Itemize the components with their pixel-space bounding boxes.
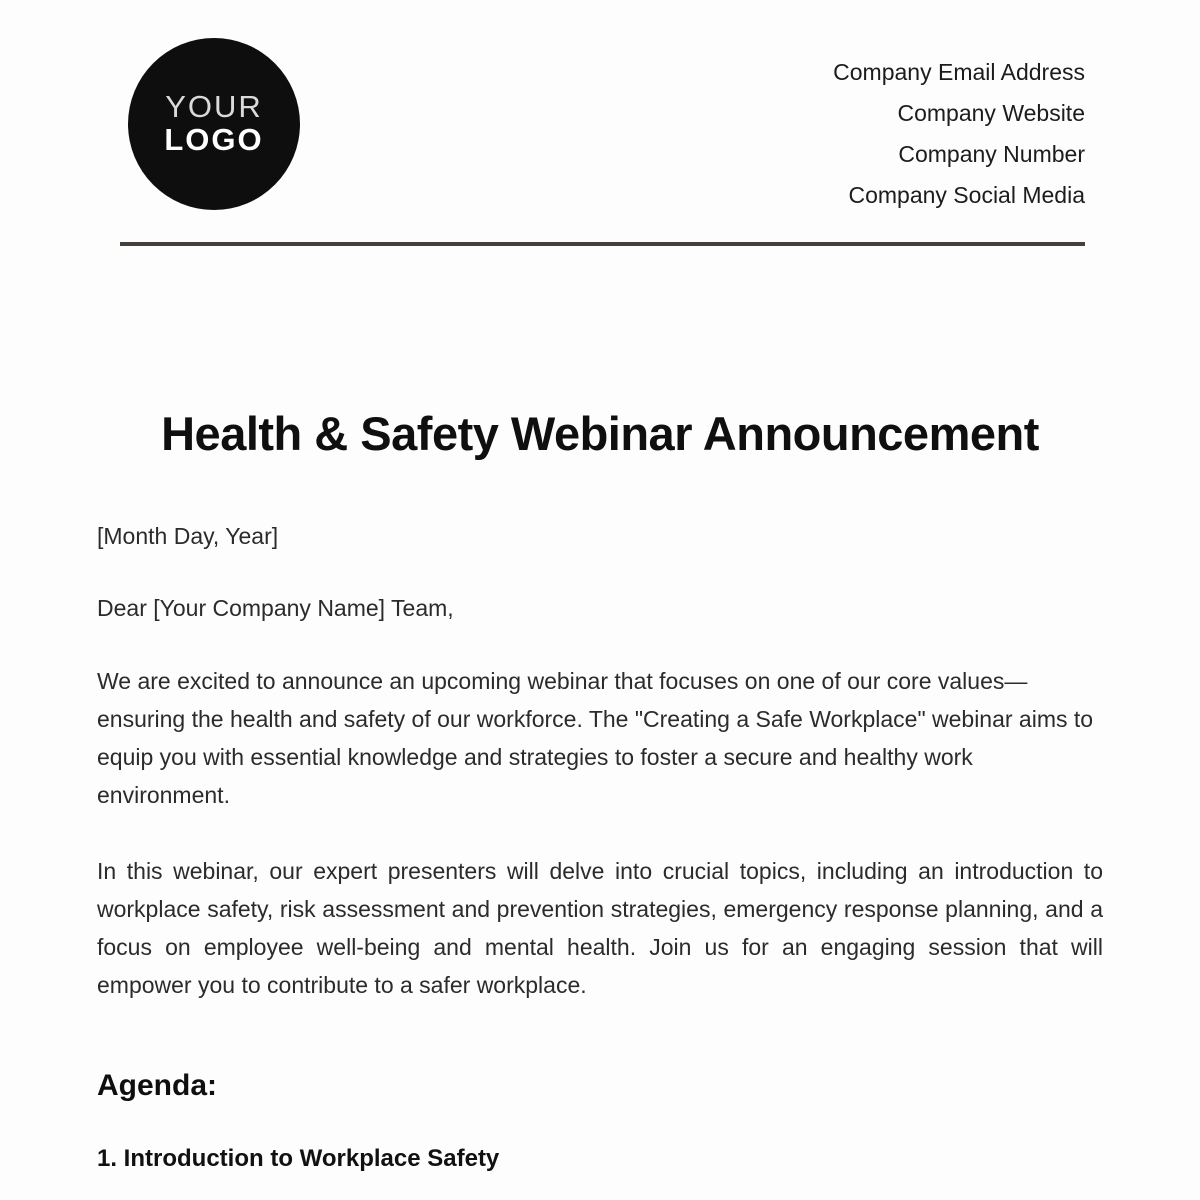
contact-line-number: Company Number: [898, 141, 1085, 167]
header-divider-rule: [120, 242, 1085, 246]
paragraph-topics: In this webinar, our expert presenters will delve into crucial topics, including an introduction to workplace safety, risk assessment and prevention strategies, emergency response planning, and a focus on employee well-being and mental health. Join us for an engaging session that will empower you to contribute to a safer workplace.: [97, 858, 1103, 998]
contact-line-website: Company Website: [897, 100, 1085, 126]
letterhead-header: [0, 0, 1200, 242]
company-contact-block: [833, 52, 1085, 216]
document-body: [97, 406, 1103, 1174]
contact-line-email: Company Email Address: [833, 59, 1085, 85]
date-placeholder: [Month Day, Year]: [97, 523, 279, 549]
logo-text-logo: LOGO: [164, 122, 264, 157]
contact-line-social: Company Social Media: [848, 182, 1085, 208]
logo-text-your: YOUR: [165, 89, 263, 125]
agenda-heading: Agenda:: [97, 1069, 217, 1102]
salutation: Dear [Your Company Name] Team,: [97, 595, 454, 621]
company-logo: [128, 38, 300, 210]
agenda-item-1: 1. Introduction to Workplace Safety: [97, 1145, 500, 1172]
page-title: Health & Safety Webinar Announcement: [161, 407, 1039, 460]
paragraph-announcement: We are excited to announce an upcoming webinar that focuses on one of our core values—ensuring the health and safety of our workforce. The "Creating a Safe Workplace" webinar aims to equip you with essential knowledge and strategies to foster a secure and healthy work environment.: [97, 668, 1094, 808]
